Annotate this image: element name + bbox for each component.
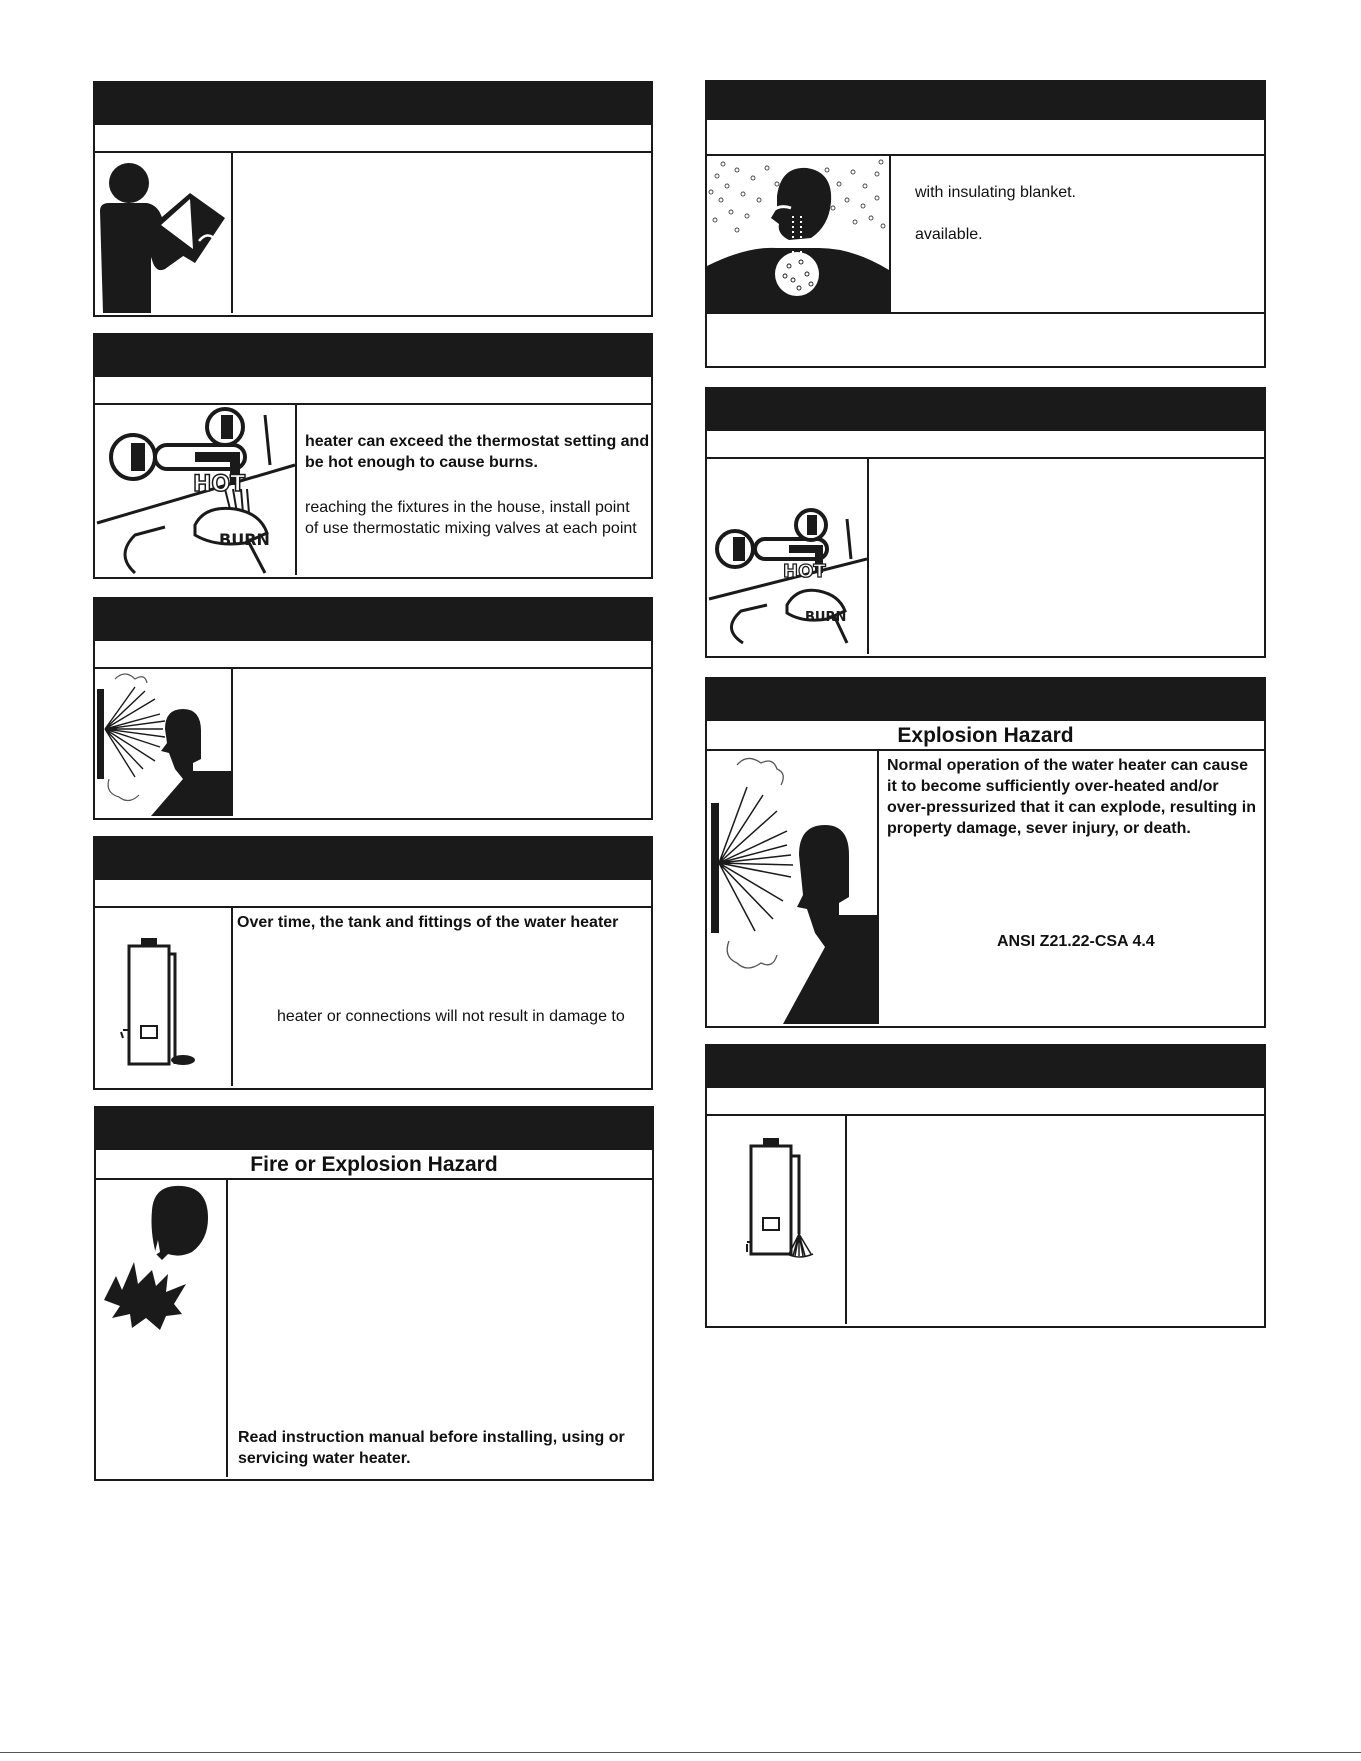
warning-box-tank-explosion bbox=[93, 597, 653, 820]
fire-text-line: Read instruction manual before installing, using or bbox=[238, 1429, 625, 1446]
warning-subheader bbox=[95, 125, 651, 153]
hot-water-burn-icon bbox=[95, 405, 297, 575]
warning-subheader bbox=[95, 641, 651, 669]
warning-subheader bbox=[95, 377, 651, 405]
warning-header-bar bbox=[95, 599, 651, 641]
inhalation-hazard-icon bbox=[707, 156, 891, 312]
drain-text bbox=[847, 1116, 1264, 1324]
warning-subheader bbox=[707, 1088, 1264, 1116]
warning-subheader bbox=[707, 431, 1264, 459]
scald-text-line: of use thermostatic mixing valves at each point bbox=[305, 520, 637, 537]
warning-header-bar bbox=[707, 1046, 1264, 1088]
page-bottom-rule bbox=[0, 1752, 1361, 1753]
warning-header-bar bbox=[707, 679, 1264, 721]
explosion-text-line: property damage, sever injury, or death. bbox=[887, 820, 1191, 837]
warning-box-read-manual bbox=[93, 81, 653, 317]
warning-box-scald bbox=[93, 333, 653, 579]
hot-water-burn-icon bbox=[707, 459, 869, 654]
water-heater-drain-icon bbox=[707, 1116, 847, 1324]
explosion-text bbox=[879, 751, 1264, 1024]
insulation-text-line: available. bbox=[915, 226, 983, 243]
read-manual-icon bbox=[95, 153, 233, 313]
warning-box-leak bbox=[93, 836, 653, 1090]
warning-box-drain bbox=[705, 1044, 1266, 1328]
warning-header-bar bbox=[707, 82, 1264, 120]
scald-text-line: heater can exceed the thermostat setting and bbox=[305, 433, 650, 450]
warning-box-insulation bbox=[705, 80, 1266, 368]
warning-box-explosion bbox=[705, 677, 1266, 1028]
ansi-standard: ANSI Z21.22-CSA 4.4 bbox=[997, 933, 1155, 950]
warning-subheader bbox=[707, 120, 1264, 156]
scald-right-text bbox=[869, 459, 1264, 654]
leak-text-line: heater or connections will not result in damage to bbox=[277, 1008, 625, 1025]
explosion-text-line: it to become sufficiently over-heated and/or bbox=[887, 778, 1219, 795]
explosion-text-line: Normal operation of the water heater can cause bbox=[887, 757, 1248, 774]
insulation-text bbox=[891, 156, 1264, 312]
warning-header-bar bbox=[95, 838, 651, 880]
leak-text-line: Over time, the tank and fittings of the water heater bbox=[237, 914, 619, 931]
explosion-subtitle: Explosion Hazard bbox=[707, 721, 1264, 751]
burn-label: BURN bbox=[805, 610, 847, 625]
burn-label: BURN bbox=[219, 530, 270, 549]
warning-header-bar bbox=[95, 335, 651, 377]
fire-text bbox=[228, 1180, 652, 1477]
warning-header-bar bbox=[95, 83, 651, 125]
fire-text-line: servicing water heater. bbox=[238, 1450, 411, 1467]
tank-explosion-text bbox=[233, 669, 651, 816]
warning-box-scald-right bbox=[705, 387, 1266, 658]
fire-explosion-icon bbox=[96, 1180, 228, 1477]
scald-text-line: reaching the fixtures in the house, install point bbox=[305, 499, 630, 516]
hot-label: HOT bbox=[783, 561, 826, 582]
read-manual-text bbox=[233, 153, 651, 313]
leak-text bbox=[233, 908, 651, 1086]
hot-label: HOT bbox=[193, 472, 246, 497]
warning-header-bar bbox=[96, 1108, 652, 1150]
explosion-person-icon bbox=[95, 669, 233, 816]
explosion-text-line: over-pressurized that it can explode, resulting in bbox=[887, 799, 1256, 816]
warning-box-fire bbox=[94, 1106, 654, 1481]
water-heater-leak-icon bbox=[95, 908, 233, 1086]
scald-text bbox=[297, 405, 651, 575]
insulation-text-line: with insulating blanket. bbox=[915, 184, 1076, 201]
explosion-person-icon bbox=[707, 751, 879, 1024]
scald-text-line: be hot enough to cause burns. bbox=[305, 454, 538, 471]
insulation-footer bbox=[707, 312, 1264, 366]
fire-subtitle: Fire or Explosion Hazard bbox=[96, 1150, 652, 1180]
warning-subheader bbox=[95, 880, 651, 908]
warning-header-bar bbox=[707, 389, 1264, 431]
